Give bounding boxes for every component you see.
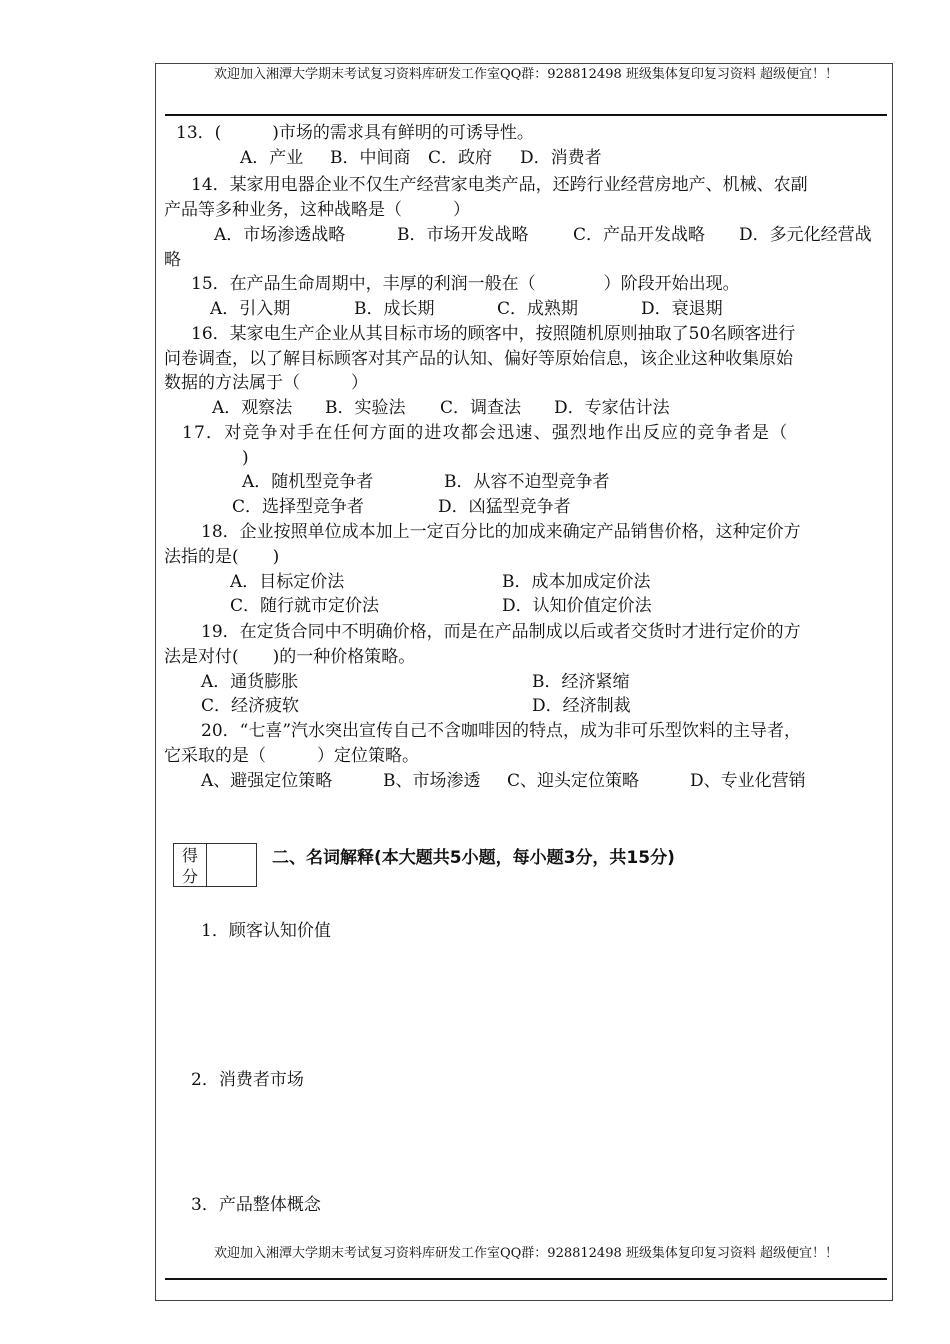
- q18-option-a: A．目标定价法: [230, 572, 345, 592]
- score-entry-cell: [207, 844, 256, 886]
- q20-line-2: 它采取的是（ ）定位策略。: [164, 746, 419, 766]
- q15-option-c: C．成熟期: [497, 299, 579, 319]
- q17-option-c: C．选择型竞争者: [232, 497, 365, 517]
- q17-option-a: A．随机型竞争者: [242, 472, 374, 492]
- q14-line-1: 14．某家用电器企业不仅生产经营家电类产品，还跨行业经营房地产、机械、农副: [191, 175, 808, 195]
- q14-option-d: D．多元化经营战: [739, 225, 872, 245]
- q13-stem: 13．( )市场的需求具有鲜明的可诱导性。: [176, 123, 534, 143]
- q15-option-a: A．引入期: [210, 299, 291, 319]
- q16-line-1: 16．某家电生产企业从其目标市场的顾客中，按照随机原则抽取了50名顾客进行: [191, 324, 796, 344]
- q19-option-d: D．经济制裁: [532, 696, 631, 716]
- score-label: [174, 844, 207, 886]
- score-label-bottom: 分: [181, 867, 198, 886]
- q19-line-1: 19．在定货合同中不明确价格，而是在产品制成以后或者交货时才进行定价的方: [201, 622, 801, 642]
- q14-option-d-wrap: 略: [164, 250, 181, 270]
- q14-option-b: B．市场开发战略: [397, 225, 529, 245]
- q18-option-c: C．随行就市定价法: [230, 596, 380, 616]
- q20-option-a: A、避强定位策略: [201, 771, 333, 791]
- term-1: 1．顾客认知价值: [201, 921, 331, 941]
- q13-option-d: D．消费者: [520, 148, 602, 168]
- footer-rule: [165, 1278, 887, 1280]
- q16-option-c: C．调查法: [440, 398, 522, 418]
- score-label-top: 得: [181, 846, 198, 865]
- page-header: 欢迎加入湘潭大学期末考试复习资料库研发工作室QQ群：928812498 班级集体复印复习资料 超级便宜！！: [213, 67, 839, 82]
- q16-option-a: A．观察法: [212, 398, 293, 418]
- q17-option-d: D．凶猛型竞争者: [438, 497, 571, 517]
- q20-line-1: 20．“七喜”汽水突出宣传自己不含咖啡因的特点，成为非可乐型饮料的主导者，: [201, 721, 802, 741]
- q20-option-b: B、市场渗透: [383, 771, 481, 791]
- q19-line-2: 法是对付( )的一种价格策略。: [164, 647, 416, 667]
- score-box: [173, 843, 257, 887]
- q15-option-d: D．衰退期: [641, 299, 723, 319]
- q13-option-a: A．产业: [240, 148, 304, 168]
- q13-option-c: C．政府: [428, 148, 493, 168]
- q14-option-a: A．市场渗透战略: [214, 225, 346, 245]
- q16-line-2: 问卷调查，以了解目标顾客对其产品的认知、偏好等原始信息，该企业这种收集原始: [164, 349, 793, 369]
- section-2-title: 二、名词解释(本大题共5小题，每小题3分，共15分): [272, 848, 675, 868]
- q17-option-b: B．从容不迫型竞争者: [444, 472, 610, 492]
- q20-option-c: C、迎头定位策略: [507, 771, 640, 791]
- page-footer: 欢迎加入湘潭大学期末考试复习资料库研发工作室QQ群：928812498 班级集体复印复习资料 超级便宜！！: [213, 1246, 839, 1261]
- q15-stem: 15．在产品生命周期中，丰厚的利润一般在（ ）阶段开始出现。: [191, 274, 740, 294]
- term-3: 3．产品整体概念: [191, 1195, 321, 1215]
- q15-option-b: B．成长期: [354, 299, 435, 319]
- term-2: 2．消费者市场: [191, 1070, 304, 1090]
- q18-option-d: D．认知价值定价法: [502, 596, 652, 616]
- q19-option-b: B．经济紧缩: [532, 672, 630, 692]
- q18-option-b: B．成本加成定价法: [502, 572, 651, 592]
- q14-option-c: C．产品开发战略: [573, 225, 706, 245]
- q17-line-2: ): [242, 448, 249, 468]
- q20-option-d: D、专业化营销: [690, 771, 806, 791]
- q18-line-2: 法指的是( ): [164, 547, 280, 567]
- q18-line-1: 18．企业按照单位成本加上一定百分比的加成来确定产品销售价格，这种定价方: [201, 522, 801, 542]
- q16-line-3: 数据的方法属于（ ）: [164, 373, 368, 393]
- q16-option-b: B．实验法: [325, 398, 406, 418]
- q19-option-c: C．经济疲软: [201, 696, 300, 716]
- q16-option-d: D．专家估计法: [554, 398, 670, 418]
- q14-line-2: 产品等多种业务，这种战略是（ ）: [164, 200, 470, 220]
- header-rule: [165, 114, 887, 116]
- q19-option-a: A．通货膨胀: [201, 672, 299, 692]
- q17-line-1: 17．对竞争对手在任何方面的进攻都会迅速、强烈地作出反应的竞争者是（: [182, 423, 789, 443]
- q13-option-b: B．中间商: [330, 148, 411, 168]
